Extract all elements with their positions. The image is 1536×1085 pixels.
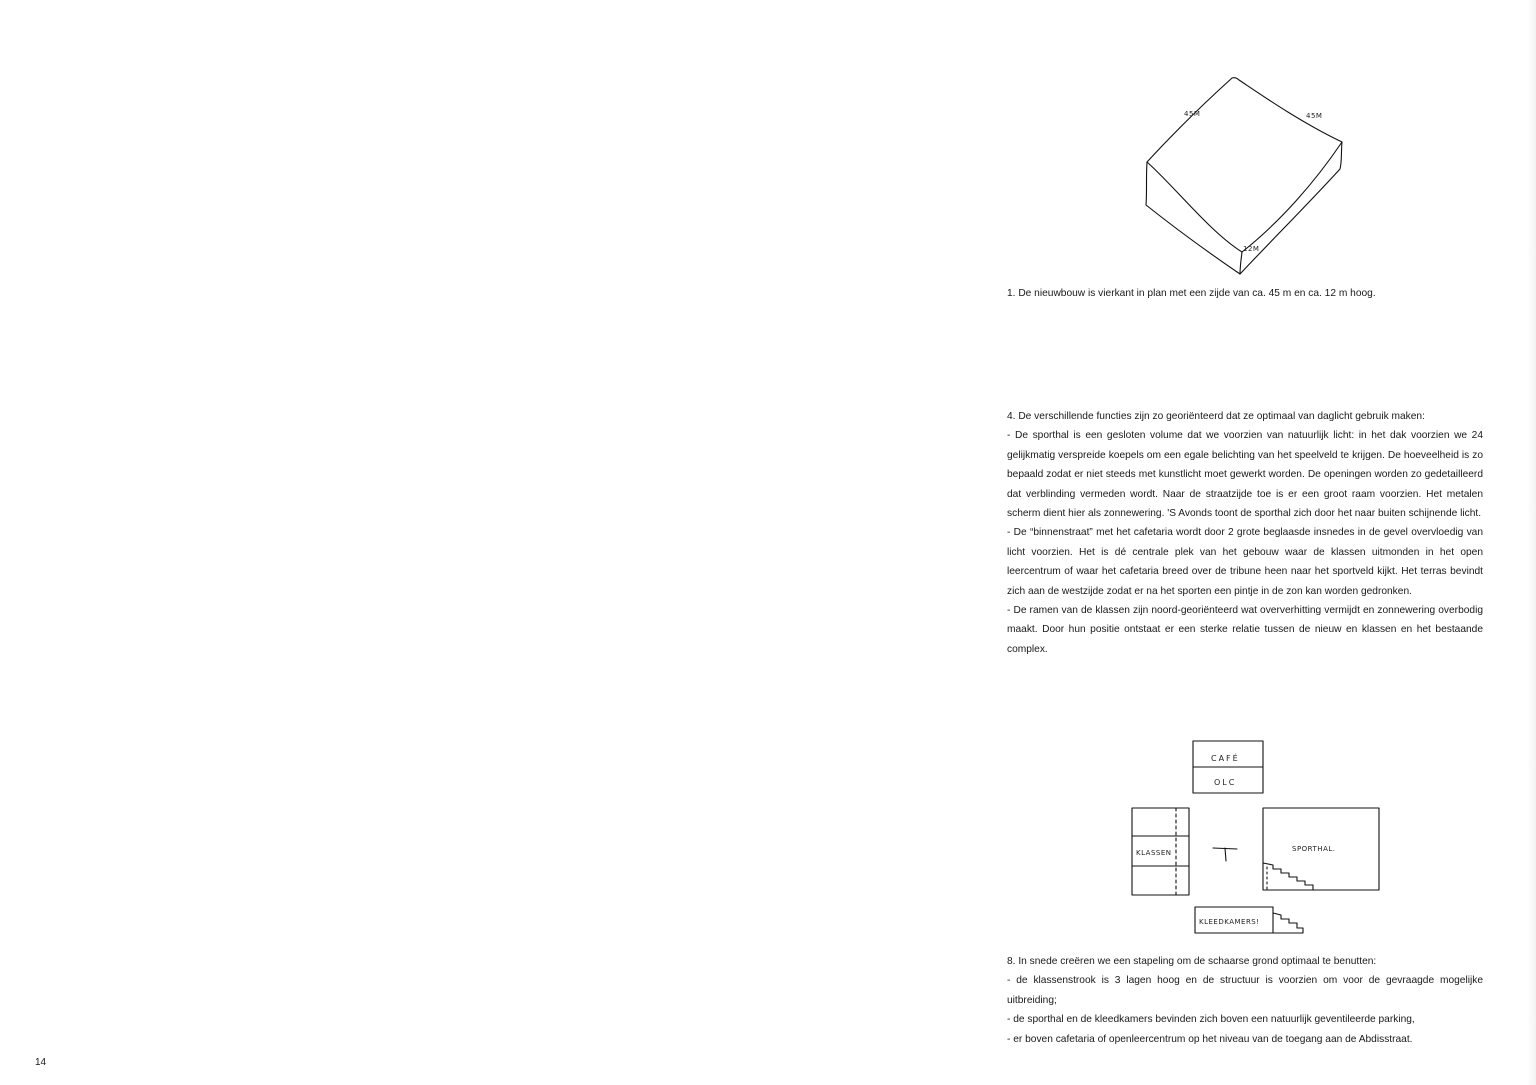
label-cafe: CAFÉ [1211, 754, 1240, 763]
tribune-dashed [1267, 867, 1313, 890]
label-side-left: 45M [1184, 110, 1201, 118]
volume-top-face [1147, 78, 1342, 252]
caption-volume: 1. De nieuwbouw is vierkant in plan met een zijde van ca. 45 m en ca. 12 m hoog. [1007, 288, 1376, 299]
volume-sketch [1140, 72, 1350, 282]
section-8-text [1007, 952, 1483, 1049]
page-number: 14 [35, 1057, 47, 1068]
section-4-paragraph: - De ramen van de klassen zijn noord-georiënteerd wat oververhitting vermijdt en zonnewering overbodig maakt. Door hun positie ontstaat er een sterke relatie tussen de nieuw en klassen en het bestaande complex. [1007, 605, 1483, 655]
section-4-paragraph: - De “binnenstraat” met het cafetaria wordt door 2 grote beglaasde insnedes in de gevel overvloedig van licht voorzien. Het is dé centrale plek van het gebouw waar de klassen uitmonden in het open leercentrum of waar het cafetaria breed over de tribune heen naar het sportveld kijkt. Het terras bevindt zich aan de westzijde zodat er na het sporten een pintje in de zon kan worden gedronken. [1007, 527, 1483, 597]
label-kleedkamers: KLEEDKAMERS! [1199, 918, 1260, 926]
functions-sketch [1125, 735, 1385, 945]
volume-left-face [1146, 162, 1240, 274]
label-side-right: 45M [1306, 112, 1323, 120]
section-4-text [1007, 407, 1483, 659]
section-4-paragraph: 4. De verschillende functies zijn zo georiënteerd dat ze optimaal van daglicht gebruik maken: [1007, 411, 1425, 422]
section-8-paragraph: 8. In snede creëren we een stapeling om de schaarse grond optimaal te benutten: [1007, 956, 1377, 967]
section-4-paragraph: - De sporthal is een gesloten volume dat we voorzien van natuurlijk licht: in het dak voorzien we 24 gelijkmatig verspreide koepels om een egale belichting van het speelveld te krijgen. De hoeveelheid is zo bepaald zodat er niet steeds met kunstlicht moet gewerkt worden. De openingen worden zo gedetailleerd dat verblinding vermeden wordt. Naar de straatzijde toe is er een groot raam voorzien. Het metalen scherm dient hier als zonnewering. 'S Avonds toont de sporthal zich door het naar buiten schijnende licht. [1007, 430, 1483, 520]
tribune-steps [1263, 863, 1313, 890]
label-klassen: KLASSEN [1136, 849, 1172, 857]
section-8-paragraph: - er boven cafetaria of openleercentrum op het niveau van de toegang aan de Abdisstraat. [1007, 1033, 1413, 1045]
section-8-paragraph: - de klassenstrook is 3 lagen hoog en de structuur is voorzien om voor de gevraagde mogelijke uitbreiding; [1007, 975, 1483, 1006]
label-sporthal: SPORTHAL. [1292, 845, 1336, 853]
kleedkamers-steps [1273, 913, 1303, 933]
cross-vertical [1225, 848, 1226, 861]
volume-front-edge [1240, 252, 1242, 274]
label-olc: OLC [1214, 778, 1237, 787]
section-8-paragraph: - de sporthal en de kleedkamers bevinden zich boven een natuurlijk geventileerde parking, [1007, 1014, 1415, 1026]
label-height: 12M [1243, 245, 1260, 253]
volume-right-face [1240, 142, 1342, 274]
page-fold [1527, 0, 1536, 1085]
cross-horizontal [1213, 848, 1237, 849]
